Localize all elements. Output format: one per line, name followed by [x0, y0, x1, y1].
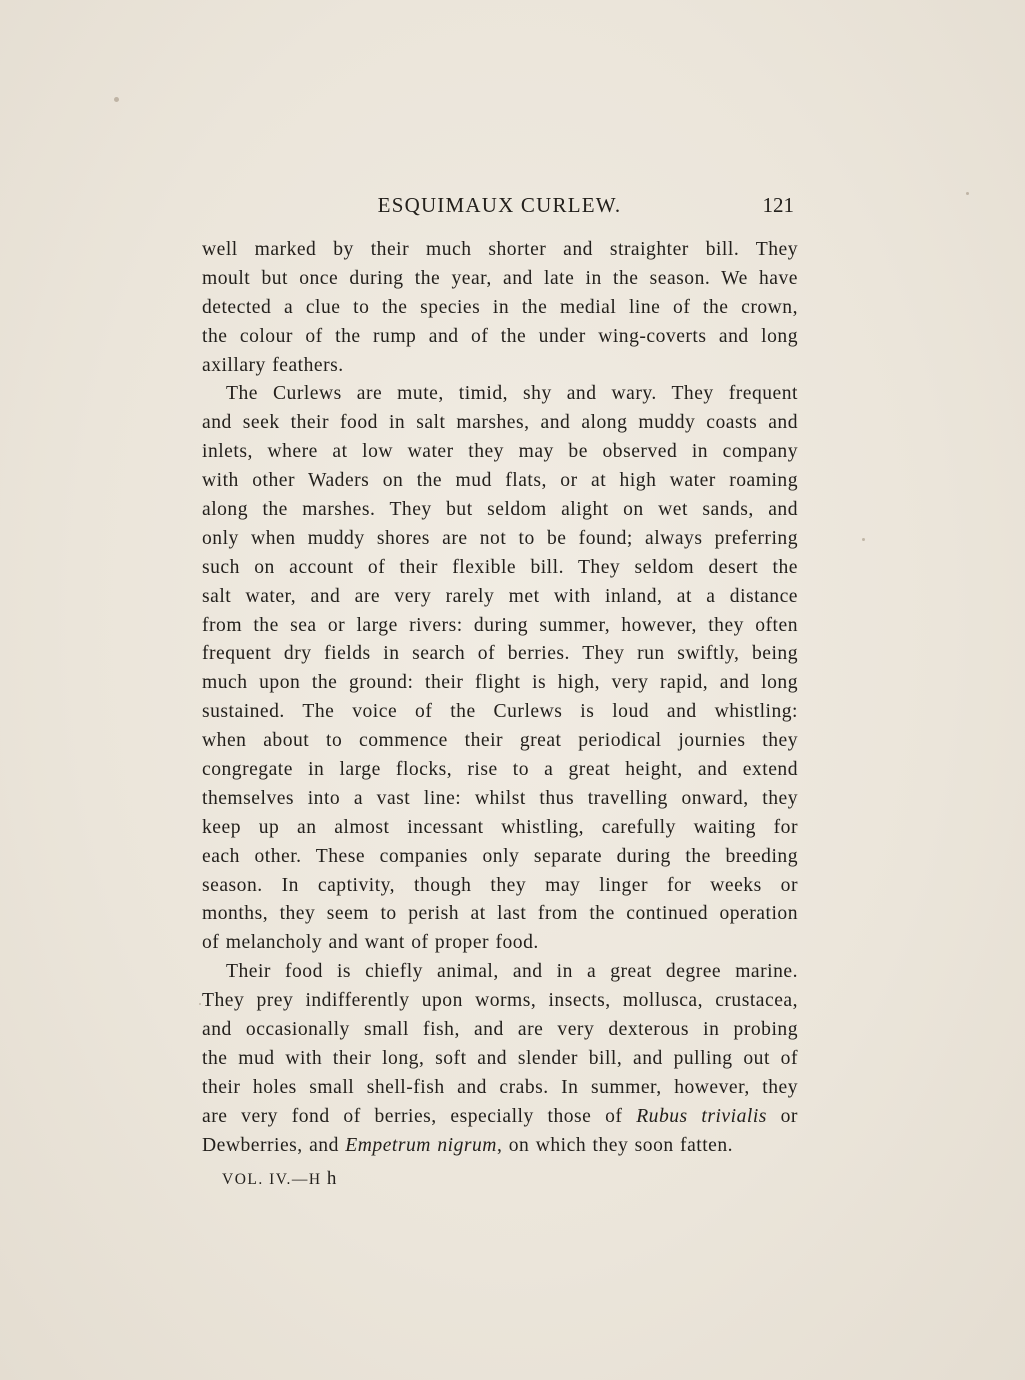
- text-line: along the marshes. They but seldom alight on wet sands, and: [202, 499, 798, 521]
- latin-name: Rubus trivialis: [636, 1105, 767, 1127]
- text-line: of melancholy and want of proper food.: [202, 932, 539, 954]
- text-line: their holes small shell-fish and crabs. In summer, however, they: [202, 1076, 798, 1098]
- running-title: ESQUIMAUX CURLEW.: [377, 193, 622, 217]
- text-line: Their food is chiefly animal, and in a great degree marine.: [226, 961, 798, 983]
- text-line: inlets, where at low water they may be observed in company: [202, 441, 798, 463]
- signature-mark: [222, 1168, 338, 1190]
- page-number: 121: [762, 193, 794, 217]
- text-line: moult but once during the year, and late in the season. We have: [202, 267, 798, 289]
- text-line: detected a clue to the species in the medial line of the crown,: [202, 296, 798, 318]
- text-segment: , on which they soon fatten.: [496, 1134, 734, 1156]
- text-line: They prey indifferently upon worms, insects, mollusca, crustacea,: [202, 990, 798, 1012]
- signature-text: VOL. IV.—H: [222, 1171, 322, 1188]
- text-segment: or: [766, 1105, 798, 1127]
- text-line: such on account of their flexible bill. They seldom desert the: [202, 556, 798, 578]
- text-segment: Dewberries, and: [202, 1134, 346, 1156]
- text-line: salt water, and are very rarely met with inland, at a distance: [202, 585, 798, 607]
- text-line: each other. These companies only separate during the breeding: [202, 845, 798, 867]
- text-line: well marked by their much shorter and straighter bill. They: [202, 239, 798, 260]
- paper-speck: [966, 192, 969, 195]
- text-line: The Curlews are mute, timid, shy and wary. They frequent: [226, 383, 798, 405]
- text-segment: are very fond of berries, especially those of: [202, 1105, 623, 1127]
- latin-name: Empetrum nigrum: [345, 1134, 497, 1156]
- text-line: themselves into a vast line: whilst thus travelling onward, they: [202, 787, 798, 809]
- paper-speck: [114, 97, 119, 102]
- text-line-with-italic: [202, 1132, 798, 1161]
- text-line-with-italic: [202, 1103, 798, 1132]
- paper-speck: [199, 1003, 201, 1005]
- text-line: and occasionally small fish, and are very dexterous in probing: [202, 1019, 798, 1041]
- text-line: when about to commence their great periodical journies they: [202, 730, 798, 752]
- text-line: keep up an almost incessant whistling, carefully waiting for: [202, 816, 798, 838]
- text-line: congregate in large flocks, rise to a great height, and extend: [202, 759, 798, 781]
- text-line: sustained. The voice of the Curlews is loud and whistling:: [202, 701, 798, 723]
- running-head: [203, 193, 796, 223]
- text-line: much upon the ground: their flight is high, very rapid, and long: [202, 672, 798, 694]
- signature-letter: h: [326, 1168, 338, 1189]
- text-line: and seek their food in salt marshes, and along muddy coasts and: [202, 412, 798, 434]
- text-line: frequent dry fields in search of berries. They run swiftly, being: [202, 643, 798, 665]
- text-line: from the sea or large rivers: during summer, however, they often: [202, 614, 798, 636]
- text-line: with other Waders on the mud flats, or at high water roaming: [202, 470, 798, 492]
- text-line: the colour of the rump and of the under wing-coverts and long: [202, 325, 798, 347]
- text-line: only when muddy shores are not to be found; always preferring: [202, 527, 798, 549]
- text-line: the mud with their long, soft and slender bill, and pulling out of: [202, 1047, 798, 1069]
- text-line: season. In captivity, though they may linger for weeks or: [202, 874, 798, 896]
- body-text: [202, 236, 798, 1161]
- text-line: axillary feathers.: [202, 354, 344, 376]
- paper-speck: [862, 538, 865, 541]
- text-line: months, they seem to perish at last from the continued operation: [202, 903, 798, 925]
